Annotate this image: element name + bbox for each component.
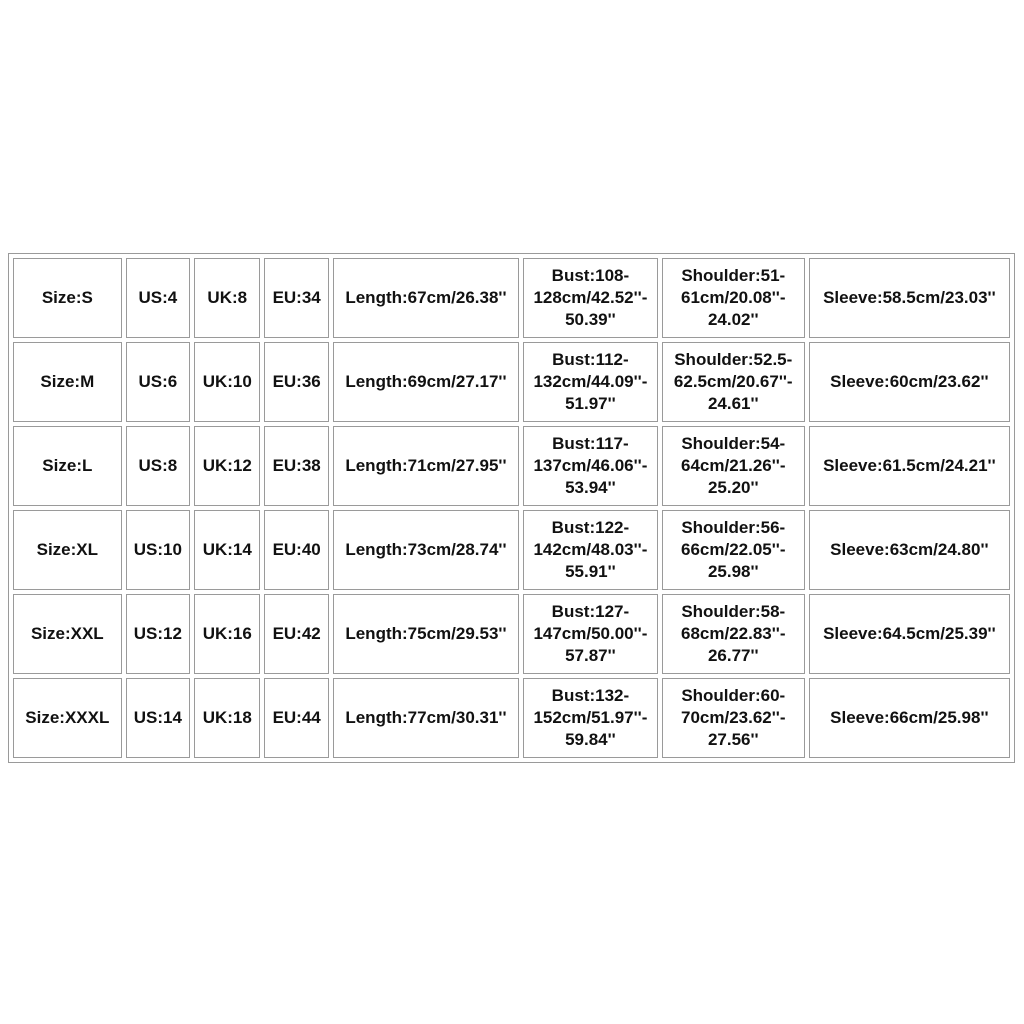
bust-line: 50.39'' — [565, 310, 616, 329]
uk-size-cell: UK:16 — [194, 594, 260, 674]
shoulder-cell — [662, 426, 805, 506]
shoulder-line: Shoulder:58- — [681, 602, 786, 621]
us-size-cell: US:14 — [126, 678, 190, 758]
length-cell: Length:75cm/29.53'' — [333, 594, 519, 674]
bust-line: 53.94'' — [565, 478, 616, 497]
shoulder-cell — [662, 342, 805, 422]
length-cell: Length:73cm/28.74'' — [333, 510, 519, 590]
us-size-cell: US:8 — [126, 426, 190, 506]
eu-size-cell: EU:42 — [264, 594, 328, 674]
bust-line: Bust:122- — [551, 518, 630, 537]
table-row — [13, 594, 1010, 674]
table-row — [13, 510, 1010, 590]
shoulder-line: 70cm/23.62''- — [681, 708, 786, 727]
eu-size-cell: EU:40 — [264, 510, 328, 590]
bust-cell — [523, 258, 658, 338]
shoulder-line: 66cm/22.05''- — [681, 540, 786, 559]
shoulder-line: 24.61'' — [707, 394, 759, 413]
shoulder-line: Shoulder:60- — [681, 686, 786, 705]
shoulder-line: Shoulder:51- — [681, 266, 786, 285]
size-chart-table — [8, 253, 1015, 763]
uk-size-cell: UK:12 — [194, 426, 260, 506]
length-cell: Length:67cm/26.38'' — [333, 258, 519, 338]
eu-size-cell: EU:34 — [264, 258, 328, 338]
us-size-cell: US:12 — [126, 594, 190, 674]
us-size-cell: US:4 — [126, 258, 190, 338]
table-row — [13, 258, 1010, 338]
bust-cell — [523, 426, 658, 506]
shoulder-line: 61cm/20.08''- — [681, 288, 786, 307]
bust-cell — [523, 594, 658, 674]
bust-line: Bust:132- — [551, 686, 630, 705]
bust-cell — [523, 510, 658, 590]
sleeve-cell: Sleeve:66cm/25.98'' — [809, 678, 1010, 758]
shoulder-line: 25.20'' — [707, 478, 759, 497]
bust-line: 147cm/50.00''- — [533, 624, 648, 643]
shoulder-cell — [662, 594, 805, 674]
bust-cell — [523, 342, 658, 422]
sleeve-cell: Sleeve:61.5cm/24.21'' — [809, 426, 1010, 506]
uk-size-cell: UK:10 — [194, 342, 260, 422]
size-cell: Size:M — [13, 342, 122, 422]
size-cell: Size:XXXL — [13, 678, 122, 758]
size-cell: Size:XL — [13, 510, 122, 590]
sleeve-cell: Sleeve:64.5cm/25.39'' — [809, 594, 1010, 674]
length-cell: Length:69cm/27.17'' — [333, 342, 519, 422]
bust-line: Bust:112- — [552, 350, 629, 369]
bust-line: 57.87'' — [565, 646, 616, 665]
bust-line: 132cm/44.09''- — [533, 372, 648, 391]
shoulder-line: 26.77'' — [707, 646, 759, 665]
sleeve-cell: Sleeve:58.5cm/23.03'' — [809, 258, 1010, 338]
table-row — [13, 342, 1010, 422]
table-row — [13, 678, 1010, 758]
shoulder-cell — [662, 258, 805, 338]
bust-line: Bust:117- — [552, 434, 629, 453]
uk-size-cell: UK:14 — [194, 510, 260, 590]
eu-size-cell: EU:44 — [264, 678, 328, 758]
shoulder-line: Shoulder:56- — [681, 518, 786, 537]
eu-size-cell: EU:38 — [264, 426, 328, 506]
size-chart-body — [13, 258, 1010, 758]
sleeve-cell: Sleeve:63cm/24.80'' — [809, 510, 1010, 590]
shoulder-line: 25.98'' — [707, 562, 759, 581]
bust-line: 142cm/48.03''- — [533, 540, 648, 559]
sleeve-cell: Sleeve:60cm/23.62'' — [809, 342, 1010, 422]
bust-line: 152cm/51.97''- — [533, 708, 648, 727]
shoulder-line: Shoulder:54- — [681, 434, 786, 453]
shoulder-cell — [662, 678, 805, 758]
shoulder-line: 68cm/22.83''- — [681, 624, 786, 643]
shoulder-line: 62.5cm/20.67''- — [673, 372, 793, 391]
uk-size-cell: UK:8 — [194, 258, 260, 338]
length-cell: Length:71cm/27.95'' — [333, 426, 519, 506]
shoulder-line: Shoulder:52.5- — [674, 350, 793, 369]
bust-line: 59.84'' — [565, 730, 616, 749]
bust-line: 137cm/46.06''- — [533, 456, 648, 475]
size-cell: Size:XXL — [13, 594, 122, 674]
shoulder-cell — [662, 510, 805, 590]
shoulder-line: 27.56'' — [707, 730, 759, 749]
size-cell: Size:L — [13, 426, 122, 506]
us-size-cell: US:10 — [126, 510, 190, 590]
shoulder-line: 64cm/21.26''- — [681, 456, 786, 475]
size-cell: Size:S — [13, 258, 122, 338]
us-size-cell: US:6 — [126, 342, 190, 422]
table-row — [13, 426, 1010, 506]
uk-size-cell: UK:18 — [194, 678, 260, 758]
bust-line: 55.91'' — [565, 562, 616, 581]
bust-line: 51.97'' — [565, 394, 616, 413]
shoulder-line: 24.02'' — [707, 310, 759, 329]
length-cell: Length:77cm/30.31'' — [333, 678, 519, 758]
bust-line: 128cm/42.52''- — [533, 288, 648, 307]
eu-size-cell: EU:36 — [264, 342, 328, 422]
bust-line: Bust:127- — [551, 602, 630, 621]
bust-line: Bust:108- — [551, 266, 630, 285]
bust-cell — [523, 678, 658, 758]
